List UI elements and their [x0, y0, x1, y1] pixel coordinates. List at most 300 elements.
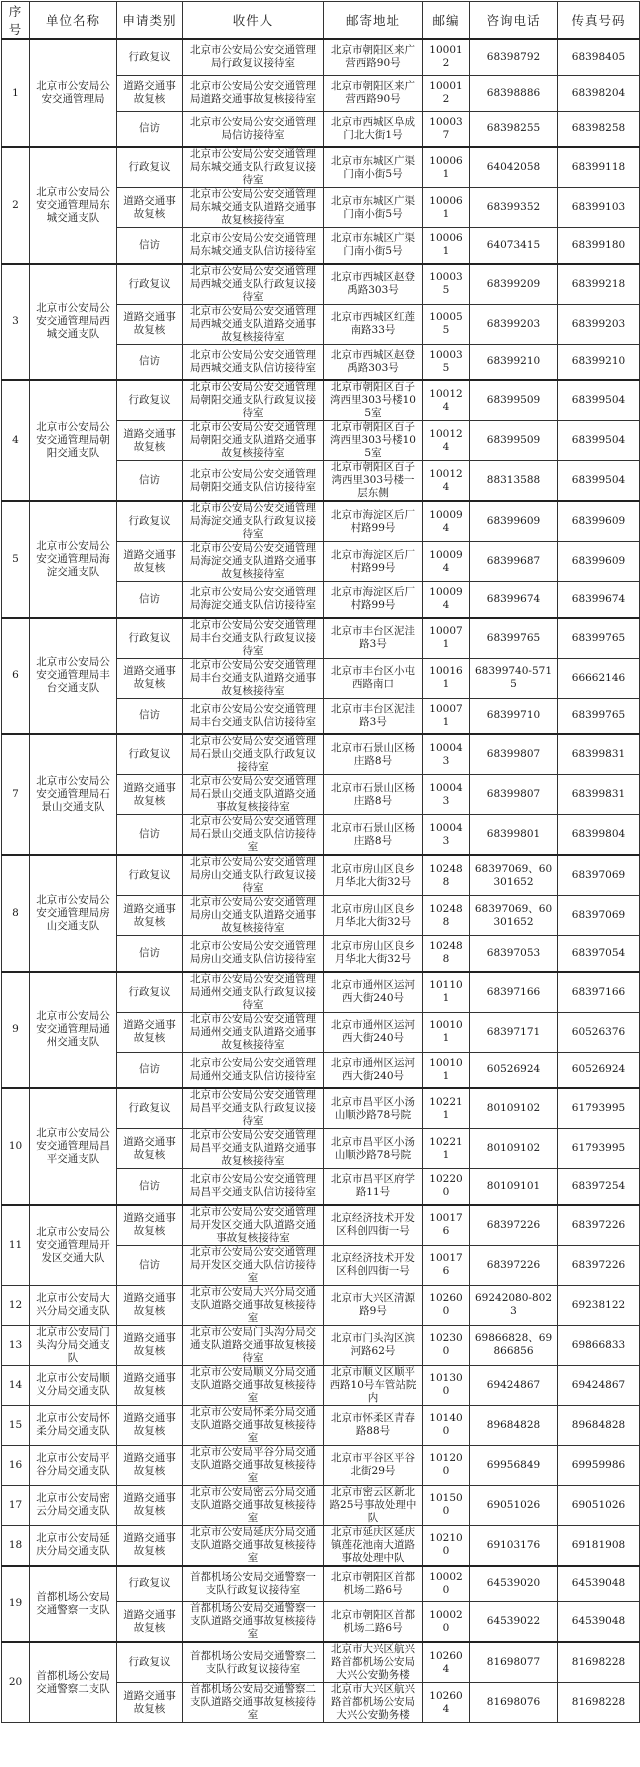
header-fax-number: 传真号码	[558, 2, 640, 40]
cell-address: 北京市通州区运河西大街240号	[324, 972, 423, 1013]
contact-table	[1, 1, 640, 1723]
cell-recipient: 北京市公安局门头沟分局交通支队道路交通事故复核接待室	[183, 1325, 324, 1365]
cell-unit-name: 首都机场公安局交通警察一支队	[30, 1566, 117, 1643]
cell-postcode: 100012	[423, 39, 470, 75]
cell-address: 北京市房山区良乡月华北大街32号	[324, 896, 423, 936]
cell-phone: 69956849	[470, 1445, 558, 1485]
table-row	[2, 618, 640, 659]
cell-serial-no: 7	[2, 734, 30, 855]
cell-recipient: 北京市公安局公安交通管理局昌平交通支队道路交通事故复核接待室	[183, 1129, 324, 1169]
header-unit-name: 单位名称	[30, 2, 117, 40]
cell-fax: 68399765	[558, 618, 640, 659]
cell-fax: 69866833	[558, 1325, 640, 1365]
cell-address: 北京市海淀区后厂村路99号	[324, 542, 423, 582]
cell-postcode: 102488	[423, 855, 470, 896]
cell-category: 道路交通事故复核	[117, 188, 183, 228]
cell-category: 道路交通事故复核	[117, 1285, 183, 1325]
cell-address: 北京市丰台区泥洼路3号	[324, 698, 423, 734]
cell-category: 行政复议	[117, 1088, 183, 1129]
cell-unit-name: 首都机场公安局交通警察二支队	[30, 1642, 117, 1723]
cell-postcode: 101200	[423, 1445, 470, 1485]
cell-unit-name: 北京市公安局顺义分局交通支队	[30, 1365, 117, 1405]
cell-fax: 68399609	[558, 542, 640, 582]
table-row	[2, 380, 640, 421]
cell-unit-name: 北京市公安局延庆分局交通支队	[30, 1525, 117, 1566]
cell-recipient: 首都机场公安局交通警察二支队道路交通事故复核接待室	[183, 1683, 324, 1723]
cell-address: 北京市怀柔区青春路88号	[324, 1405, 423, 1445]
cell-recipient: 北京市公安局顺义分局交通支队道路交通事故复核接待室	[183, 1365, 324, 1405]
table-row	[2, 1642, 640, 1683]
table-row	[2, 1365, 640, 1405]
cell-phone: 68399203	[470, 304, 558, 344]
cell-address: 北京市昌平区府学路11号	[324, 1169, 423, 1205]
cell-category: 道路交通事故复核	[117, 1485, 183, 1525]
cell-address: 北京经济技术开发区科创四街一号	[324, 1205, 423, 1246]
cell-address: 北京市东城区广渠门南小街5号	[324, 147, 423, 188]
table-row	[2, 1566, 640, 1602]
cell-phone: 68398255	[470, 111, 558, 147]
cell-category: 行政复议	[117, 264, 183, 305]
cell-unit-name: 北京市公安局公安交通管理局房山交通支队	[30, 855, 117, 972]
cell-recipient: 北京市公安局公安交通管理局房山交通支队道路交通事故复核接待室	[183, 896, 324, 936]
cell-serial-no: 13	[2, 1325, 30, 1365]
table-row	[2, 264, 640, 305]
cell-phone: 88313588	[470, 461, 558, 502]
cell-postcode: 100061	[423, 228, 470, 264]
cell-postcode: 102488	[423, 936, 470, 972]
cell-phone: 64042058	[470, 147, 558, 188]
cell-phone: 68398792	[470, 39, 558, 75]
table-body	[2, 39, 640, 1723]
cell-recipient: 北京市公安局公安交通管理局西城交通支队信访接待室	[183, 344, 324, 380]
cell-postcode: 102211	[423, 1129, 470, 1169]
cell-category: 信访	[117, 344, 183, 380]
cell-recipient: 北京市公安局公安交通管理局道路交通事故复核接待室	[183, 75, 324, 111]
cell-fax: 68397054	[558, 936, 640, 972]
cell-recipient: 北京市公安局公安交通管理局西城交通支队道路交通事故复核接待室	[183, 304, 324, 344]
table-row	[2, 972, 640, 1013]
cell-unit-name: 北京市公安局平谷分局交通支队	[30, 1445, 117, 1485]
cell-fax: 66662146	[558, 658, 640, 698]
cell-fax: 68399210	[558, 344, 640, 380]
cell-serial-no: 2	[2, 147, 30, 264]
cell-address: 北京市门头沟区滨河路62号	[324, 1325, 423, 1365]
header-row	[2, 2, 640, 40]
cell-unit-name: 北京市公安局公安交通管理局海淀交通支队	[30, 501, 117, 618]
table-row	[2, 1205, 640, 1246]
cell-phone: 68397166	[470, 972, 558, 1013]
cell-address: 北京市顺义区顺平西路10号车管站院内	[324, 1365, 423, 1405]
cell-recipient: 北京市公安局密云分局交通支队道路交通事故复核接待室	[183, 1485, 324, 1525]
cell-postcode: 100124	[423, 461, 470, 502]
table-row	[2, 1525, 640, 1566]
cell-address: 北京市昌平区小汤山顺沙路78号院	[324, 1129, 423, 1169]
cell-postcode: 100071	[423, 698, 470, 734]
cell-phone: 68399509	[470, 421, 558, 461]
cell-unit-name: 北京市公安局公安交通管理局朝阳交通支队	[30, 380, 117, 501]
table-row	[2, 1285, 640, 1325]
cell-postcode: 100176	[423, 1245, 470, 1285]
cell-postcode: 100176	[423, 1205, 470, 1246]
cell-phone: 68397226	[470, 1245, 558, 1285]
cell-postcode: 100071	[423, 618, 470, 659]
cell-recipient: 北京市公安局公安交通管理局石景山交通支队道路交通事故复核接待室	[183, 775, 324, 815]
cell-unit-name: 北京市公安局公安交通管理局通州交通支队	[30, 972, 117, 1089]
cell-unit-name: 北京市公安局公安交通管理局	[30, 39, 117, 147]
cell-address: 北京市通州区运河西大街240号	[324, 1052, 423, 1088]
cell-phone: 68399609	[470, 501, 558, 542]
header-mailing-address: 邮寄地址	[324, 2, 423, 40]
cell-postcode: 100043	[423, 815, 470, 856]
cell-phone: 68399352	[470, 188, 558, 228]
cell-fax: 68399180	[558, 228, 640, 264]
cell-phone: 80109101	[470, 1169, 558, 1205]
cell-fax: 69424867	[558, 1365, 640, 1405]
cell-fax: 68399103	[558, 188, 640, 228]
cell-address: 北京市大兴区航兴路首都机场公安局大兴公安勤务楼	[324, 1683, 423, 1723]
cell-postcode: 102604	[423, 1683, 470, 1723]
cell-postcode: 100094	[423, 501, 470, 542]
cell-recipient: 北京市公安局公安交通管理局行政复议接待室	[183, 39, 324, 75]
cell-fax: 68397166	[558, 972, 640, 1013]
cell-serial-no: 6	[2, 618, 30, 735]
cell-serial-no: 11	[2, 1205, 30, 1286]
cell-phone: 68399807	[470, 775, 558, 815]
cell-category: 道路交通事故复核	[117, 421, 183, 461]
cell-category: 道路交通事故复核	[117, 75, 183, 111]
cell-serial-no: 5	[2, 501, 30, 618]
cell-postcode: 100043	[423, 775, 470, 815]
cell-address: 北京市丰台区小屯西路南口	[324, 658, 423, 698]
cell-recipient: 北京市公安局公安交通管理局昌平交通支队行政复议接待室	[183, 1088, 324, 1129]
cell-address: 北京市西城区赵登禹路303号	[324, 344, 423, 380]
cell-address: 北京市朝阳区百子湾西里303号楼一层东侧	[324, 461, 423, 502]
table-row	[2, 1325, 640, 1365]
cell-address: 北京市房山区良乡月华北大街32号	[324, 855, 423, 896]
cell-recipient: 北京市公安局公安交通管理局房山交通支队信访接待室	[183, 936, 324, 972]
cell-address: 北京市朝阳区来广营西路90号	[324, 39, 423, 75]
cell-fax: 68399203	[558, 304, 640, 344]
cell-fax: 68397069	[558, 855, 640, 896]
cell-category: 道路交通事故复核	[117, 1405, 183, 1445]
cell-recipient: 北京市公安局公安交通管理局石景山交通支队行政复议接待室	[183, 734, 324, 775]
cell-category: 信访	[117, 1169, 183, 1205]
table-row	[2, 855, 640, 896]
cell-phone: 68399210	[470, 344, 558, 380]
cell-address: 北京市西城区赵登禹路303号	[324, 264, 423, 305]
cell-fax: 81698228	[558, 1642, 640, 1683]
cell-category: 行政复议	[117, 501, 183, 542]
cell-postcode: 100020	[423, 1602, 470, 1643]
cell-postcode: 101101	[423, 972, 470, 1013]
cell-serial-no: 15	[2, 1405, 30, 1445]
cell-address: 北京市房山区良乡月华北大街32号	[324, 936, 423, 972]
cell-category: 行政复议	[117, 972, 183, 1013]
cell-phone: 68397053	[470, 936, 558, 972]
cell-address: 北京市西城区红莲南路33号	[324, 304, 423, 344]
cell-fax: 64539048	[558, 1566, 640, 1602]
table-row	[2, 1485, 640, 1525]
cell-fax: 68399831	[558, 734, 640, 775]
cell-category: 道路交通事故复核	[117, 1205, 183, 1246]
cell-postcode: 100061	[423, 188, 470, 228]
table-row	[2, 147, 640, 188]
cell-phone: 68399807	[470, 734, 558, 775]
cell-category: 道路交通事故复核	[117, 896, 183, 936]
table-row	[2, 1088, 640, 1129]
cell-serial-no: 9	[2, 972, 30, 1089]
cell-recipient: 北京市公安局公安交通管理局东城交通支队道路交通事故复核接待室	[183, 188, 324, 228]
cell-fax: 61793995	[558, 1129, 640, 1169]
cell-recipient: 北京市公安局公安交通管理局昌平交通支队信访接待室	[183, 1169, 324, 1205]
cell-recipient: 北京市公安局延庆分局交通支队道路交通事故复核接待室	[183, 1525, 324, 1566]
cell-category: 行政复议	[117, 734, 183, 775]
cell-postcode: 100124	[423, 380, 470, 421]
cell-fax: 69238122	[558, 1285, 640, 1325]
cell-serial-no: 8	[2, 855, 30, 972]
cell-recipient: 北京市公安局公安交通管理局东城交通支队信访接待室	[183, 228, 324, 264]
cell-recipient: 北京市公安局怀柔分局交通支队道路交通事故复核接待室	[183, 1405, 324, 1445]
cell-postcode: 102488	[423, 896, 470, 936]
cell-category: 道路交通事故复核	[117, 1602, 183, 1643]
cell-recipient: 北京市公安局公安交通管理局海淀交通支队信访接待室	[183, 582, 324, 618]
cell-phone: 68399710	[470, 698, 558, 734]
cell-address: 北京市石景山区杨庄路8号	[324, 815, 423, 856]
cell-category: 信访	[117, 936, 183, 972]
cell-unit-name: 北京市公安局密云分局交通支队	[30, 1485, 117, 1525]
cell-recipient: 北京市公安局公安交通管理局东城交通支队行政复议接待室	[183, 147, 324, 188]
cell-postcode: 100012	[423, 75, 470, 111]
cell-postcode: 102600	[423, 1285, 470, 1325]
cell-recipient: 北京市公安局公安交通管理局房山交通支队行政复议接待室	[183, 855, 324, 896]
cell-category: 信访	[117, 111, 183, 147]
cell-phone: 81698076	[470, 1683, 558, 1723]
cell-address: 北京市平谷区平谷北街29号	[324, 1445, 423, 1485]
cell-phone: 68399687	[470, 542, 558, 582]
cell-unit-name: 北京市公安局公安交通管理局丰台交通支队	[30, 618, 117, 735]
cell-category: 信访	[117, 1245, 183, 1285]
cell-fax: 68398204	[558, 75, 640, 111]
cell-fax: 89684828	[558, 1405, 640, 1445]
cell-postcode: 100094	[423, 542, 470, 582]
cell-category: 行政复议	[117, 147, 183, 188]
cell-category: 信访	[117, 1052, 183, 1088]
cell-postcode: 102200	[423, 1169, 470, 1205]
cell-serial-no: 10	[2, 1088, 30, 1205]
cell-fax: 81698228	[558, 1683, 640, 1723]
cell-fax: 60526376	[558, 1012, 640, 1052]
cell-fax: 69181908	[558, 1525, 640, 1566]
cell-fax: 60526924	[558, 1052, 640, 1088]
cell-address: 北京市通州区运河西大街240号	[324, 1012, 423, 1052]
cell-address: 北京市东城区广渠门南小街5号	[324, 188, 423, 228]
cell-postcode: 100094	[423, 582, 470, 618]
cell-recipient: 北京市公安局公安交通管理局丰台交通支队行政复议接待室	[183, 618, 324, 659]
cell-postcode: 100061	[423, 147, 470, 188]
cell-fax: 68397254	[558, 1169, 640, 1205]
cell-address: 北京市朝阳区百子湾西里303号楼105室	[324, 421, 423, 461]
cell-address: 北京市东城区广渠门南小街5号	[324, 228, 423, 264]
cell-recipient: 北京市公安局公安交通管理局朝阳交通支队道路交通事故复核接待室	[183, 421, 324, 461]
cell-category: 信访	[117, 461, 183, 502]
cell-category: 道路交通事故复核	[117, 1525, 183, 1566]
cell-recipient: 北京市公安局公安交通管理局海淀交通支队行政复议接待室	[183, 501, 324, 542]
cell-category: 行政复议	[117, 1566, 183, 1602]
table-row	[2, 1405, 640, 1445]
cell-phone: 68399209	[470, 264, 558, 305]
cell-fax: 68398258	[558, 111, 640, 147]
cell-category: 道路交通事故复核	[117, 1445, 183, 1485]
cell-recipient: 北京市公安局公安交通管理局通州交通支队道路交通事故复核接待室	[183, 1012, 324, 1052]
cell-address: 北京市海淀区后厂村路99号	[324, 501, 423, 542]
cell-recipient: 北京市公安局公安交通管理局西城交通支队行政复议接待室	[183, 264, 324, 305]
table-row	[2, 501, 640, 542]
cell-recipient: 北京市公安局公安交通管理局丰台交通支队信访接待室	[183, 698, 324, 734]
cell-category: 行政复议	[117, 39, 183, 75]
cell-address: 北京市石景山区杨庄路8号	[324, 775, 423, 815]
cell-unit-name: 北京市公安局公安交通管理局昌平交通支队	[30, 1088, 117, 1205]
cell-phone: 80109102	[470, 1088, 558, 1129]
cell-postcode: 100037	[423, 111, 470, 147]
cell-category: 行政复议	[117, 618, 183, 659]
cell-postcode: 102100	[423, 1525, 470, 1566]
cell-postcode: 102300	[423, 1325, 470, 1365]
cell-fax: 64539048	[558, 1602, 640, 1643]
cell-phone: 69051026	[470, 1485, 558, 1525]
cell-fax: 68398405	[558, 39, 640, 75]
cell-phone: 68399765	[470, 618, 558, 659]
cell-recipient: 首都机场公安局交通警察二支队行政复议接待室	[183, 1642, 324, 1683]
header-postcode: 邮编	[423, 2, 470, 40]
cell-phone: 64539020	[470, 1566, 558, 1602]
cell-unit-name: 北京市公安局怀柔分局交通支队	[30, 1405, 117, 1445]
cell-address: 北京市延庆区延庆镇莲花池南大道路事故处理中队	[324, 1525, 423, 1566]
cell-category: 信访	[117, 582, 183, 618]
cell-category: 道路交通事故复核	[117, 542, 183, 582]
cell-address: 北京市朝阳区首都机场二路6号	[324, 1602, 423, 1643]
cell-phone: 64539022	[470, 1602, 558, 1643]
table-row	[2, 734, 640, 775]
cell-phone: 68397171	[470, 1012, 558, 1052]
cell-unit-name: 北京市公安局公安交通管理局石景山交通支队	[30, 734, 117, 855]
cell-phone: 69424867	[470, 1365, 558, 1405]
header-serial-no: 序号	[2, 2, 30, 40]
cell-category: 行政复议	[117, 380, 183, 421]
cell-category: 道路交通事故复核	[117, 1365, 183, 1405]
table-row	[2, 39, 640, 75]
cell-postcode: 100101	[423, 1012, 470, 1052]
cell-fax: 61793995	[558, 1088, 640, 1129]
cell-fax: 68399674	[558, 582, 640, 618]
cell-fax: 69959986	[558, 1445, 640, 1485]
cell-phone: 64073415	[470, 228, 558, 264]
cell-fax: 68397069	[558, 896, 640, 936]
cell-phone: 60526924	[470, 1052, 558, 1088]
cell-recipient: 北京市公安局公安交通管理局石景山交通支队信访接待室	[183, 815, 324, 856]
cell-phone: 68399509	[470, 380, 558, 421]
cell-address: 北京市朝阳区首都机场二路6号	[324, 1566, 423, 1602]
cell-postcode: 100035	[423, 344, 470, 380]
cell-serial-no: 17	[2, 1485, 30, 1525]
cell-postcode: 102211	[423, 1088, 470, 1129]
cell-unit-name: 北京市公安局大兴分局交通支队	[30, 1285, 117, 1325]
cell-category: 道路交通事故复核	[117, 1129, 183, 1169]
cell-recipient: 北京市公安局平谷分局交通支队道路交通事故复核接待室	[183, 1445, 324, 1485]
cell-category: 信访	[117, 228, 183, 264]
cell-serial-no: 1	[2, 39, 30, 147]
cell-serial-no: 19	[2, 1566, 30, 1643]
cell-serial-no: 12	[2, 1285, 30, 1325]
cell-postcode: 101300	[423, 1365, 470, 1405]
cell-phone: 68398886	[470, 75, 558, 111]
cell-address: 北京市石景山区杨庄路8号	[324, 734, 423, 775]
cell-serial-no: 14	[2, 1365, 30, 1405]
cell-serial-no: 18	[2, 1525, 30, 1566]
cell-recipient: 北京市公安局大兴分局交通支队道路交通事故复核接待室	[183, 1285, 324, 1325]
cell-postcode: 100020	[423, 1566, 470, 1602]
table-row	[2, 1445, 640, 1485]
cell-unit-name: 北京市公安局门头沟分局交通支队	[30, 1325, 117, 1365]
cell-phone: 68397069、60301652	[470, 896, 558, 936]
cell-recipient: 北京市公安局公安交通管理局通州交通支队信访接待室	[183, 1052, 324, 1088]
cell-fax: 68399218	[558, 264, 640, 305]
cell-recipient: 北京市公安局公安交通管理局开发区交通大队道路交通事故复核接待室	[183, 1205, 324, 1246]
cell-category: 行政复议	[117, 1642, 183, 1683]
cell-address: 北京市海淀区后厂村路99号	[324, 582, 423, 618]
cell-fax: 68399504	[558, 461, 640, 502]
cell-phone: 68399674	[470, 582, 558, 618]
cell-fax: 68399804	[558, 815, 640, 856]
cell-category: 道路交通事故复核	[117, 775, 183, 815]
cell-postcode: 100055	[423, 304, 470, 344]
cell-fax: 68399504	[558, 421, 640, 461]
cell-postcode: 100035	[423, 264, 470, 305]
cell-recipient: 首都机场公安局交通警察一支队道路交通事故复核接待室	[183, 1602, 324, 1643]
header-application-category: 申请类别	[117, 2, 183, 40]
cell-category: 道路交通事故复核	[117, 1683, 183, 1723]
cell-category: 道路交通事故复核	[117, 304, 183, 344]
cell-phone: 68397069、60301652	[470, 855, 558, 896]
cell-fax: 69051026	[558, 1485, 640, 1525]
cell-address: 北京市丰台区泥洼路3号	[324, 618, 423, 659]
cell-postcode: 100124	[423, 421, 470, 461]
cell-serial-no: 4	[2, 380, 30, 501]
cell-phone: 69103176	[470, 1525, 558, 1566]
cell-unit-name: 北京市公安局公安交通管理局东城交通支队	[30, 147, 117, 264]
cell-postcode: 101500	[423, 1485, 470, 1525]
cell-address: 北京市朝阳区来广营西路90号	[324, 75, 423, 111]
cell-unit-name: 北京市公安局公安交通管理局开发区交通大队	[30, 1205, 117, 1286]
cell-recipient: 北京市公安局公安交通管理局信访接待室	[183, 111, 324, 147]
cell-unit-name: 北京市公安局公安交通管理局西城交通支队	[30, 264, 117, 381]
cell-address: 北京市大兴区航兴路首都机场公安局大兴公安勤务楼	[324, 1642, 423, 1683]
cell-serial-no: 16	[2, 1445, 30, 1485]
cell-category: 道路交通事故复核	[117, 1325, 183, 1365]
cell-recipient: 北京市公安局公安交通管理局通州交通支队行政复议接待室	[183, 972, 324, 1013]
cell-phone: 69866828、69866856	[470, 1325, 558, 1365]
cell-address: 北京市密云区新北路25号事故处理中队	[324, 1485, 423, 1525]
cell-category: 行政复议	[117, 855, 183, 896]
cell-serial-no: 20	[2, 1642, 30, 1723]
cell-fax: 68397226	[558, 1205, 640, 1246]
cell-phone: 69242080-8023	[470, 1285, 558, 1325]
cell-address: 北京市西城区阜成门北大街1号	[324, 111, 423, 147]
cell-fax: 68397226	[558, 1245, 640, 1285]
cell-postcode: 101400	[423, 1405, 470, 1445]
cell-postcode: 102604	[423, 1642, 470, 1683]
cell-fax: 68399831	[558, 775, 640, 815]
cell-recipient: 首都机场公安局交通警察一支队行政复议接待室	[183, 1566, 324, 1602]
